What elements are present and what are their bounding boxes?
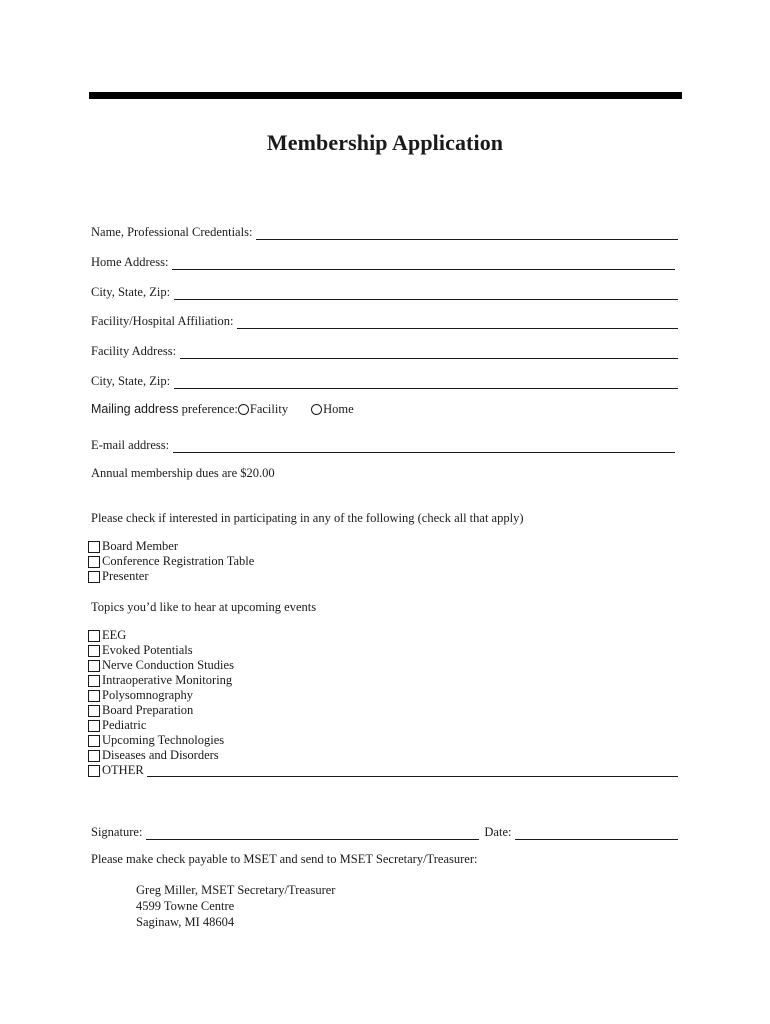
name-field[interactable] [91, 222, 678, 240]
email-label: E-mail address: [91, 438, 170, 452]
topic-option[interactable] [88, 718, 678, 733]
home-address-input-line[interactable] [172, 256, 675, 270]
facility-affiliation-input-line[interactable] [237, 315, 678, 329]
checkbox[interactable] [88, 720, 100, 732]
topic-option-label: Evoked Potentials [102, 643, 193, 657]
city-state-zip-field[interactable] [91, 282, 678, 300]
checkbox[interactable] [88, 630, 100, 642]
mailing-preference [91, 402, 354, 417]
signature-row [91, 822, 678, 840]
signature-label: Signature: [91, 825, 143, 839]
home-address-label: Home Address: [91, 255, 169, 269]
facility-radio-label: Facility [249, 402, 289, 416]
address-line: Saginaw, MI 48604 [136, 915, 235, 929]
address-line: Greg Miller, MSET Secretary/Treasurer [136, 883, 336, 897]
participate-option[interactable] [88, 539, 254, 554]
checkbox[interactable] [88, 645, 100, 657]
topic-option[interactable] [88, 643, 678, 658]
facility-affiliation-label: Facility/Hospital Affiliation: [91, 314, 234, 328]
email-field[interactable] [91, 435, 675, 453]
topic-option-label: Nerve Conduction Studies [102, 658, 234, 672]
participate-option-label: Presenter [102, 569, 149, 583]
facility-city-state-zip-field[interactable] [91, 371, 678, 389]
topic-option[interactable] [88, 703, 678, 718]
top-rule [89, 92, 682, 99]
topic-option-label: Polysomnography [102, 688, 193, 702]
home-radio[interactable] [311, 404, 322, 415]
topic-option[interactable] [88, 688, 678, 703]
name-label: Name, Professional Credentials: [91, 225, 253, 239]
participate-option[interactable] [88, 554, 254, 569]
facility-address-label: Facility Address: [91, 344, 177, 358]
topic-option-label: Upcoming Technologies [102, 733, 225, 747]
topic-option[interactable] [88, 733, 678, 748]
topics-checkbox-list [88, 628, 678, 778]
checkbox[interactable] [88, 675, 100, 687]
topic-option-label: Diseases and Disorders [102, 748, 219, 762]
participate-prompt: Please check if interested in participating in any of the following (check all that apply) [91, 511, 524, 525]
checkbox[interactable] [88, 750, 100, 762]
page-title: Membership Application [266, 130, 504, 155]
dues-text: Annual membership dues are $20.00 [91, 466, 275, 480]
checkbox[interactable] [88, 690, 100, 702]
topic-option-label: Pediatric [102, 718, 147, 732]
city-state-zip-input-line[interactable] [174, 286, 678, 300]
participate-option[interactable] [88, 569, 254, 584]
topic-other-option[interactable] [88, 763, 678, 778]
mailing-address-label: Mailing address [91, 402, 179, 416]
other-input-line[interactable] [147, 764, 678, 777]
participate-checkbox-list [88, 539, 254, 584]
topics-prompt: Topics you’d like to hear at upcoming events [91, 600, 317, 614]
topic-option-label: Intraoperative Monitoring [102, 673, 233, 687]
participate-option-label: Board Member [102, 539, 179, 553]
city-state-zip-label: City, State, Zip: [91, 285, 171, 299]
topic-option-label: EEG [102, 628, 127, 642]
topic-option[interactable] [88, 658, 678, 673]
preference-label: preference: [178, 402, 238, 416]
home-address-field[interactable] [91, 252, 675, 270]
facility-radio[interactable] [238, 404, 249, 415]
facility-address-input-line[interactable] [180, 345, 678, 359]
checkbox[interactable] [88, 735, 100, 747]
checkbox[interactable] [88, 571, 100, 583]
checkbox[interactable] [88, 660, 100, 672]
facility-city-state-zip-label: City, State, Zip: [91, 374, 171, 388]
topic-option[interactable] [88, 628, 678, 643]
home-radio-label: Home [323, 402, 354, 416]
topic-other-label: OTHER [102, 763, 144, 777]
facility-affiliation-field[interactable] [91, 311, 678, 329]
facility-city-state-zip-input-line[interactable] [174, 375, 678, 389]
name-input-line[interactable] [256, 226, 678, 240]
checkbox[interactable] [88, 556, 100, 568]
checkbox[interactable] [88, 705, 100, 717]
date-input-line[interactable] [515, 826, 678, 840]
facility-address-field[interactable] [91, 341, 678, 359]
email-input-line[interactable] [173, 439, 675, 453]
checkbox[interactable] [88, 541, 100, 553]
checkbox[interactable] [88, 765, 100, 777]
address-line: 4599 Towne Centre [136, 899, 235, 913]
participate-option-label: Conference Registration Table [102, 554, 255, 568]
topic-option[interactable] [88, 748, 678, 763]
signature-input-line[interactable] [146, 826, 479, 840]
payment-note: Please make check payable to MSET and send to MSET Secretary/Treasurer: [91, 852, 478, 866]
date-label: Date: [484, 825, 512, 839]
topic-option-label: Board Preparation [102, 703, 194, 717]
mailing-address-block [136, 882, 335, 930]
topic-option[interactable] [88, 673, 678, 688]
